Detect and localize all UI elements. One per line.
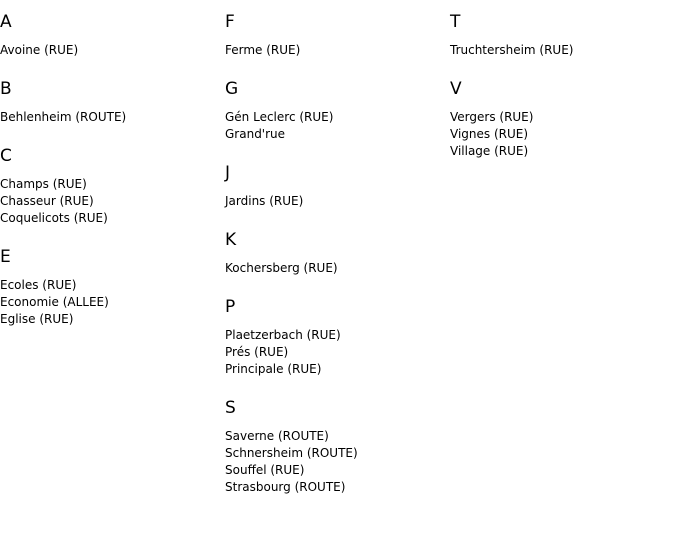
index-column-3	[450, 11, 675, 179]
street-link[interactable]: Avoine (RUE)	[0, 43, 79, 57]
street-link[interactable]: Principale (RUE)	[225, 362, 322, 376]
street-link[interactable]: Prés (RUE)	[225, 345, 289, 359]
street-link[interactable]: Grand'rue	[225, 127, 286, 141]
letter-heading: S	[225, 398, 236, 418]
street-link[interactable]: Ferme (RUE)	[225, 43, 301, 57]
street-link[interactable]: Champs (RUE)	[0, 177, 87, 191]
letter-heading: J	[225, 163, 231, 183]
street-link[interactable]: Behlenheim (ROUTE)	[0, 110, 127, 124]
letter-group	[225, 296, 450, 378]
letter-group	[450, 11, 675, 59]
letter-group	[225, 162, 450, 210]
letter-group	[0, 246, 225, 328]
letter-heading: P	[225, 297, 236, 317]
street-link[interactable]: Truchtersheim (RUE)	[450, 43, 574, 57]
letter-group	[0, 11, 225, 59]
letter-heading: A	[0, 12, 12, 32]
street-link[interactable]: Kochersberg (RUE)	[225, 261, 338, 275]
letter-group	[225, 11, 450, 59]
street-link[interactable]: Plaetzerbach (RUE)	[225, 328, 341, 342]
street-link[interactable]: Eglise (RUE)	[0, 312, 74, 326]
letter-group	[225, 397, 450, 496]
street-link[interactable]: Ecoles (RUE)	[0, 278, 77, 292]
street-link[interactable]: Jardins (RUE)	[225, 194, 304, 208]
letter-heading: F	[225, 12, 235, 32]
street-link[interactable]: Gén Leclerc (RUE)	[225, 110, 334, 124]
letter-heading: B	[0, 79, 12, 99]
street-link[interactable]: Souffel (RUE)	[225, 463, 305, 477]
letter-heading: E	[0, 247, 11, 267]
street-link[interactable]: Vignes (RUE)	[450, 127, 529, 141]
letter-heading: K	[225, 230, 237, 250]
letter-heading: G	[225, 79, 239, 99]
letter-heading: V	[450, 79, 462, 99]
letter-group	[0, 145, 225, 227]
index-column-1	[0, 11, 225, 347]
street-link[interactable]: Schnersheim (ROUTE)	[225, 446, 358, 460]
street-link[interactable]: Economie (ALLEE)	[0, 295, 109, 309]
street-link[interactable]: Vergers (RUE)	[450, 110, 534, 124]
street-link[interactable]: Saverne (ROUTE)	[225, 429, 329, 443]
letter-group	[225, 229, 450, 277]
index-column-2	[225, 11, 450, 515]
street-link[interactable]: Coquelicots (RUE)	[0, 211, 108, 225]
letter-group	[0, 78, 225, 126]
street-link[interactable]: Strasbourg (ROUTE)	[225, 480, 346, 494]
street-link[interactable]: Village (RUE)	[450, 144, 529, 158]
letter-heading: T	[450, 12, 461, 32]
street-link[interactable]: Chasseur (RUE)	[0, 194, 94, 208]
letter-group	[225, 78, 450, 143]
letter-heading: C	[0, 146, 12, 166]
letter-group	[450, 78, 675, 160]
